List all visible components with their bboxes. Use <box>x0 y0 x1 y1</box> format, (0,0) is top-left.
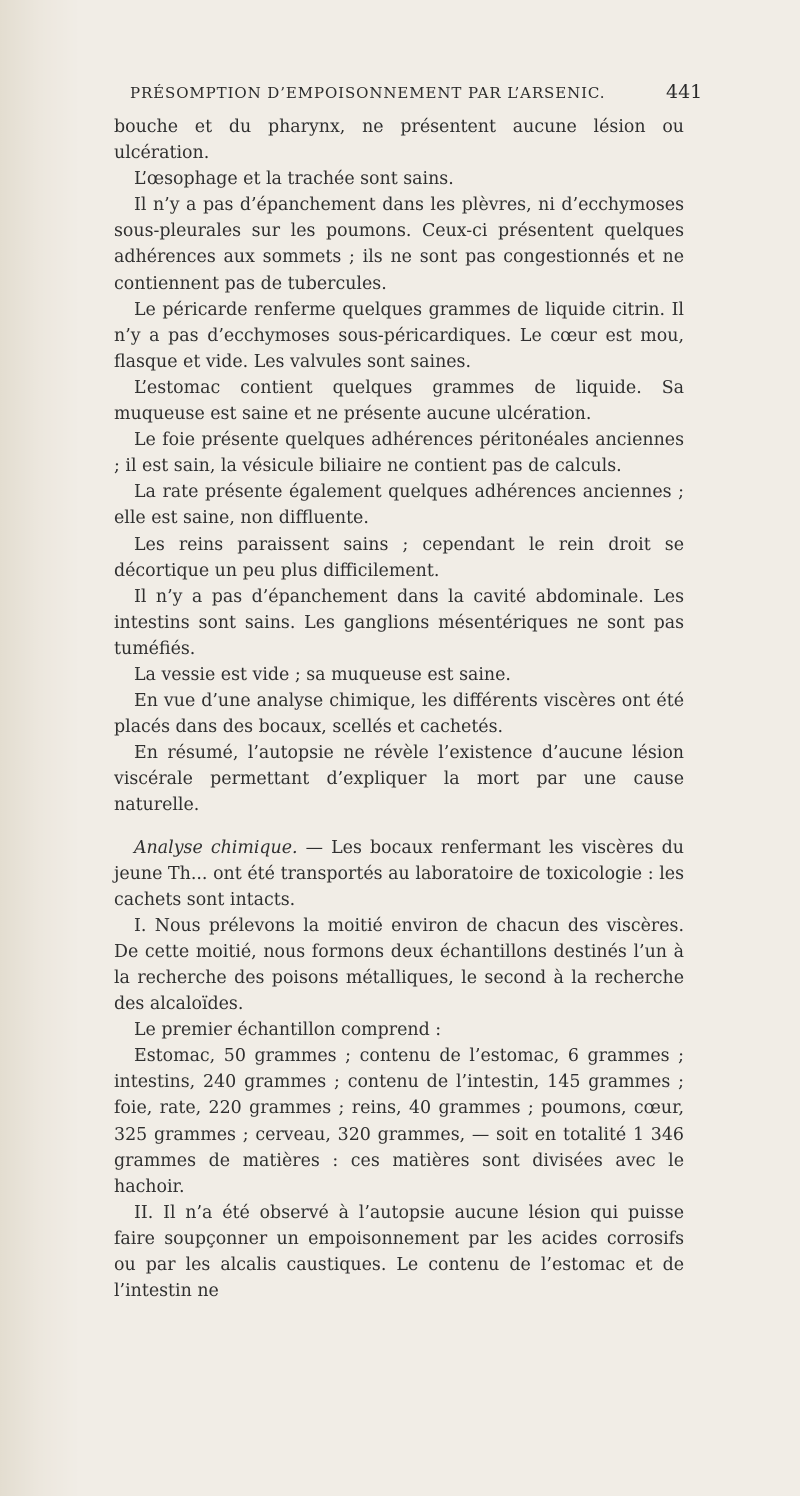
paragraph: Les reins paraissent sains ; cependant le rein droit se décortique un peu plus difficilement. <box>114 534 684 581</box>
paragraph: La rate présente également quelques adhérences anciennes ; elle est saine, non diffluente. <box>114 482 684 529</box>
body-text <box>114 114 684 1304</box>
paragraph: Le premier échantillon comprend : <box>134 1020 442 1041</box>
paragraph: Estomac, 50 grammes ; contenu de l’estomac, 6 grammes ; intestins, 240 grammes ; contenu de l’intestin, 145 grammes ; foie, rate, 220 grammes ; reins, 40 grammes ; poumons, cœur, 325 grammes ; cerveau, 320 grammes, — soit en totalité 1 346 grammes de matières : ces matières sont divisées avec le hachoir. <box>114 1046 684 1197</box>
paragraph: Le péricarde renferme quelques grammes de liquide citrin. Il n’y a pas d’ecchymoses sous-péricardiques. Le cœur est mou, flasque et vide. Les valvules sont saines. <box>114 299 684 372</box>
paragraph: En vue d’une analyse chimique, les différents viscères ont été placés dans des bocaux, scellés et cachetés. <box>114 691 684 738</box>
paragraph: L’estomac contient quelques grammes de liquide. Sa muqueuse est saine et ne présente aucune ulcération. <box>114 377 684 425</box>
paragraph: En résumé, l’autopsie ne révèle l’existence d’aucune lésion viscérale permettant d’expliquer la mort par une cause naturelle. <box>114 743 684 816</box>
paragraph: bouche et du pharynx, ne présentent aucune lésion ou ulcération. <box>114 117 684 164</box>
paragraph: La vessie est vide ; sa muqueuse est saine. <box>134 664 511 685</box>
paragraph: I. Nous prélevons la moitié environ de chacun des viscères. De cette moitié, nous formons deux échantillons destinés l’un à la recherche des poisons métalliques, le second à la recherche des alcaloïdes. <box>114 915 684 1015</box>
paragraph: Il n’y a pas d’épanchement dans la cavité abdominale. Les intestins sont sains. Les ganglions mésentériques ne sont pas tuméfiés. <box>114 586 684 659</box>
section-text: — Les bocaux renfermant les viscères du jeune Th... ont été transportés au laboratoire de toxicologie : les cachets sont intacts. <box>114 837 684 910</box>
paragraph: Le foie présente quelques adhérences péritonéales anciennes ; il est sain, la vésicule biliaire ne contient pas de calculs. <box>114 430 684 477</box>
section-heading: Analyse chimique. <box>134 837 298 858</box>
page-number: 441 <box>666 81 703 103</box>
running-title: PRÉSOMPTION D’EMPOISONNEMENT PAR L’ARSENIC. <box>130 84 606 102</box>
paragraph: Il n’y a pas d’épanchement dans les plèvres, ni d’ecchymoses sous-pleurales sur les poumons. Ceux-ci présentent quelques adhérences aux sommets ; ils ne sont pas congestionnés et ne contiennent pas de tubercules. <box>114 195 684 294</box>
section-paragraph <box>114 835 684 913</box>
page-header <box>0 81 800 106</box>
paragraph: L’œsophage et la trachée sont sains. <box>134 169 454 190</box>
paragraph: II. Il n’a été observé à l’autopsie aucune lésion qui puisse faire soupçonner un empoisonnement par les acides corrosifs ou par les alcalis caustiques. Le contenu de l’estomac et de l’intestin ne <box>114 1202 684 1302</box>
